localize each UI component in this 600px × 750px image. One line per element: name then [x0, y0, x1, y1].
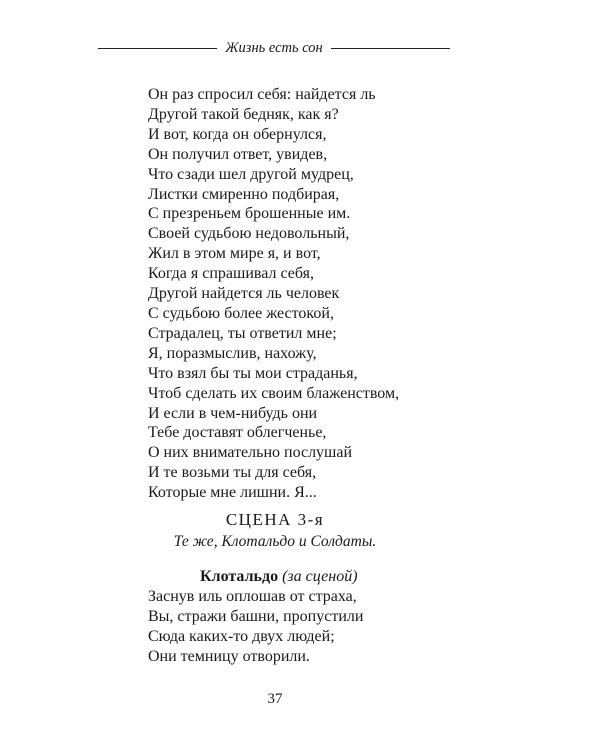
speaker-name: Клотальдо	[200, 568, 279, 585]
running-header-title: Жизнь есть сон	[225, 39, 323, 56]
speech-line: Они темницу отворили.	[148, 648, 310, 665]
verse-line: Тебе доставят облегченье,	[148, 424, 327, 442]
speech-line: Вы, стражи башни, пропустили	[148, 608, 364, 625]
verse-line: Другой найдется ль человек	[148, 285, 340, 303]
verse-line: Своей судьбою недовольный,	[148, 225, 350, 243]
verse-line: Что взял бы ты мои страданья,	[148, 364, 358, 382]
verse-line: О них внимательно послушай	[148, 444, 353, 462]
verse-line: Чтоб сделать их своим блаженством,	[148, 384, 400, 402]
verse-line: Я, поразмыслив, нахожу,	[148, 344, 317, 362]
scene-heading: СЦЕНА 3-я	[225, 510, 325, 529]
header-rule-right	[331, 48, 450, 49]
speech-line: Заснув иль оплошав от страха,	[148, 588, 357, 605]
verse-line: С судьбою более жестокой,	[148, 304, 334, 322]
verse-line: Страдалец, ты ответил мне;	[148, 324, 337, 342]
verse-line: Он раз спросил себя: найдется ль	[148, 86, 376, 103]
verse-block	[148, 85, 399, 503]
verse-line: И те возьми ты для себя,	[148, 464, 317, 482]
verse-line: Когда я спрашивал себя,	[148, 265, 314, 283]
verse-line: Другой такой бедняк, как я?	[148, 105, 339, 123]
page-number: 37	[267, 691, 283, 707]
verse-line: Листки смиренно подбирая,	[148, 185, 340, 203]
verse-line: Что сзади шел другой мудрец,	[148, 165, 354, 183]
verse-line: Он получил ответ, увидев,	[148, 145, 328, 163]
speech-line: Сюда каких-то двух людей;	[148, 628, 335, 645]
running-header	[98, 38, 450, 58]
speaker-line	[200, 567, 358, 587]
verse-line: Жил в этом мире я, и вот,	[148, 245, 321, 263]
verse-line: Которые мне лишни. Я...	[148, 484, 317, 502]
scene-cast: Те же, Клотальдо и Солдаты.	[173, 533, 377, 550]
stage-direction: (за сценой)	[282, 568, 358, 585]
speech-block	[148, 587, 363, 667]
verse-line: С презреньем брошенные им.	[148, 205, 351, 223]
header-rule-left	[98, 48, 217, 49]
verse-line: И если в чем-нибудь они	[148, 404, 318, 422]
verse-line: И вот, когда он обернулся,	[148, 125, 327, 143]
